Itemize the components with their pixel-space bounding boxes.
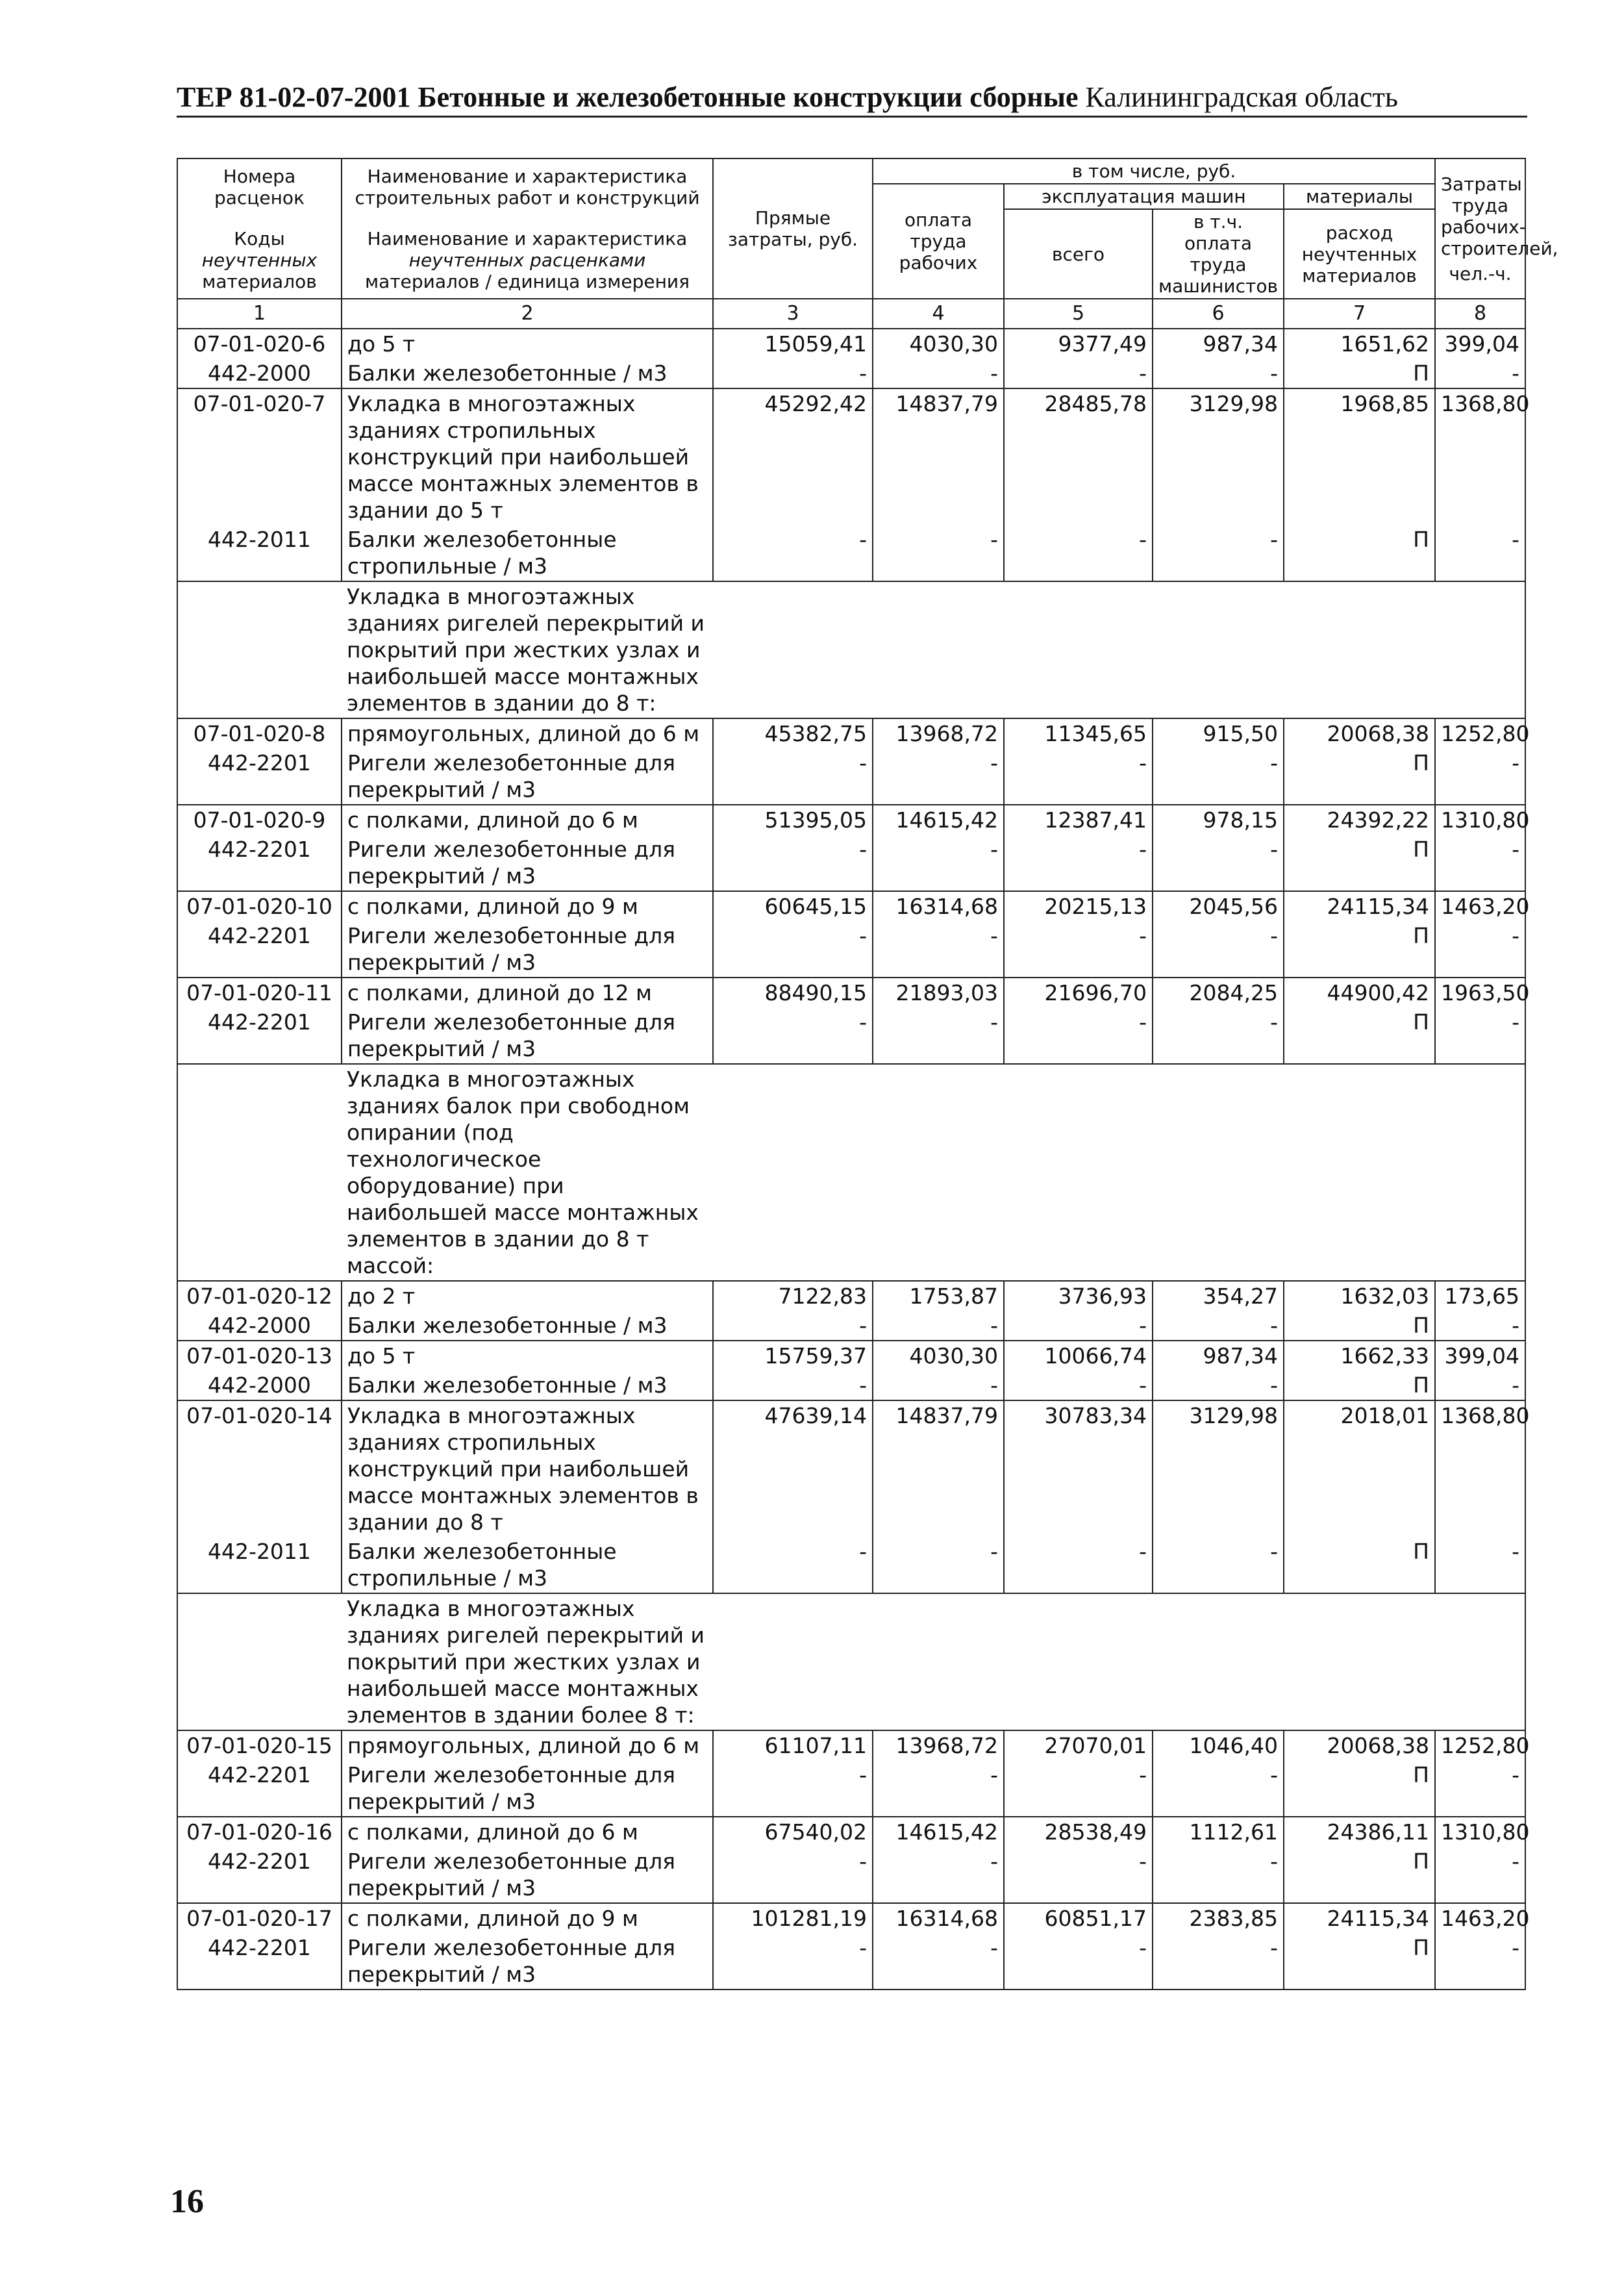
value-cell: 30783,34 <box>1004 1400 1153 1537</box>
material-name: Балки железобетонные / м3 <box>342 359 713 388</box>
rate-code: 07-01-020-7 <box>177 388 342 525</box>
material-row <box>177 1537 1525 1593</box>
rate-row <box>177 1281 1525 1311</box>
work-description: до 5 т <box>342 329 713 359</box>
value-cell: 60851,17 <box>1004 1903 1153 1933</box>
material-value-cell: - <box>1153 835 1284 891</box>
rate-code: 07-01-020-10 <box>177 891 342 921</box>
material-code: 442-2201 <box>177 835 342 891</box>
material-name: Ригели железобетонные для перекрытий / м3 <box>342 1760 713 1817</box>
material-value-cell: П <box>1284 1311 1435 1341</box>
material-value-cell: - <box>1435 1760 1525 1817</box>
material-value-cell: П <box>1284 1760 1435 1817</box>
value-cell: 14837,79 <box>873 388 1004 525</box>
material-value-cell: - <box>713 1847 873 1903</box>
value-cell: 3129,98 <box>1153 1400 1284 1537</box>
document-title: ТЕР 81-02-07-2001 Бетонные и железобетонные конструкции сборные <box>177 81 1079 113</box>
work-description: прямоугольных, длиной до 6 м <box>342 718 713 748</box>
value-cell: 24386,11 <box>1284 1817 1435 1847</box>
material-value-cell: П <box>1284 525 1435 581</box>
col-header-labor-unit: чел.-ч. <box>1449 262 1512 284</box>
value-cell: 21696,70 <box>1004 978 1153 1007</box>
rate-row <box>177 891 1525 921</box>
material-value-cell: - <box>1435 359 1525 388</box>
group-heading-empty-cell <box>177 1593 342 1730</box>
material-value-cell: - <box>1435 1847 1525 1903</box>
material-value-cell: - <box>713 1537 873 1593</box>
material-value-cell: П <box>1284 1847 1435 1903</box>
value-cell: 978,15 <box>1153 805 1284 835</box>
material-code: 442-2201 <box>177 921 342 978</box>
value-cell: 20068,38 <box>1284 718 1435 748</box>
material-value-cell: - <box>1435 921 1525 978</box>
col-header-material-name-2: неучтенных расценками <box>408 249 646 271</box>
material-value-cell: - <box>873 921 1004 978</box>
value-cell: 4030,30 <box>873 329 1004 359</box>
rate-row <box>177 1400 1525 1537</box>
rate-code: 07-01-020-6 <box>177 329 342 359</box>
material-value-cell: П <box>1284 835 1435 891</box>
material-code: 442-2011 <box>177 525 342 581</box>
material-name: Балки железобетонные стропильные / м3 <box>342 525 713 581</box>
rate-code: 07-01-020-15 <box>177 1730 342 1760</box>
material-name: Ригели железобетонные для перекрытий / м3 <box>342 1933 713 1990</box>
col-header-unaccounted: неучтенных <box>201 249 318 271</box>
material-value-cell: - <box>1153 1537 1284 1593</box>
material-value-cell: - <box>873 525 1004 581</box>
material-value-cell: - <box>873 1933 1004 1990</box>
value-cell: 21893,03 <box>873 978 1004 1007</box>
group-heading-text: Укладка в многоэтажных зданиях балок при свободном опирании (под технологическое оборудование) при наибольшей массе монтажных элементов в здании до 8 т массой: <box>342 1064 713 1281</box>
material-value-cell: П <box>1284 921 1435 978</box>
material-value-cell: П <box>1284 1007 1435 1064</box>
value-cell: 1662,33 <box>1284 1341 1435 1371</box>
material-value-cell: - <box>1004 921 1153 978</box>
value-cell: 14615,42 <box>873 805 1004 835</box>
value-cell: 28538,49 <box>1004 1817 1153 1847</box>
value-cell: 88490,15 <box>713 978 873 1007</box>
material-value-cell: - <box>1435 1933 1525 1990</box>
rate-code: 07-01-020-13 <box>177 1341 342 1371</box>
work-description: с полками, длиной до 6 м <box>342 1817 713 1847</box>
value-cell: 9377,49 <box>1004 329 1153 359</box>
rate-row <box>177 1730 1525 1760</box>
material-value-cell: - <box>1004 1371 1153 1400</box>
value-cell: 14615,42 <box>873 1817 1004 1847</box>
col-header-machines: эксплуатация машин <box>1004 184 1284 209</box>
value-cell: 2084,25 <box>1153 978 1284 1007</box>
material-name: Ригели железобетонные для перекрытий / м3 <box>342 1847 713 1903</box>
col-header-materials-usage: расход неучтенных материалов <box>1284 209 1435 299</box>
group-heading-row <box>177 581 1525 718</box>
material-name: Балки железобетонные / м3 <box>342 1311 713 1341</box>
value-cell: 173,65 <box>1435 1281 1525 1311</box>
value-cell: 1753,87 <box>873 1281 1004 1311</box>
material-value-cell: - <box>1435 1537 1525 1593</box>
material-value-cell: - <box>873 1537 1004 1593</box>
material-value-cell: - <box>1004 359 1153 388</box>
material-value-cell: - <box>1435 1007 1525 1064</box>
value-cell: 399,04 <box>1435 329 1525 359</box>
value-cell: 1651,62 <box>1284 329 1435 359</box>
material-value-cell: П <box>1284 1371 1435 1400</box>
col-number: 5 <box>1004 299 1153 329</box>
value-cell: 11345,65 <box>1004 718 1153 748</box>
value-cell: 20068,38 <box>1284 1730 1435 1760</box>
value-cell: 16314,68 <box>873 1903 1004 1933</box>
material-value-cell: - <box>713 1311 873 1341</box>
rate-code: 07-01-020-14 <box>177 1400 342 1537</box>
work-description: до 5 т <box>342 1341 713 1371</box>
col-number: 4 <box>873 299 1004 329</box>
work-description: до 2 т <box>342 1281 713 1311</box>
value-cell: 44900,42 <box>1284 978 1435 1007</box>
material-name: Балки железобетонные стропильные / м3 <box>342 1537 713 1593</box>
value-cell: 67540,02 <box>713 1817 873 1847</box>
material-name: Ригели железобетонные для перекрытий / м3 <box>342 921 713 978</box>
group-heading-empty-cell <box>713 1593 1525 1730</box>
col-header-materials: материалов <box>202 270 317 292</box>
col-header-material-name: Наименование и характеристика <box>367 227 688 249</box>
col-header-codes <box>177 158 342 299</box>
material-value-cell: - <box>873 1007 1004 1064</box>
material-value-cell: - <box>713 1007 873 1064</box>
rate-row <box>177 329 1525 359</box>
material-value-cell: П <box>1284 748 1435 805</box>
value-cell: 13968,72 <box>873 1730 1004 1760</box>
value-cell: 51395,05 <box>713 805 873 835</box>
material-value-cell: - <box>1004 525 1153 581</box>
col-number: 7 <box>1284 299 1435 329</box>
rates-table <box>177 158 1558 1990</box>
value-cell: 1046,40 <box>1153 1730 1284 1760</box>
group-heading-row <box>177 1593 1525 1730</box>
col-number: 2 <box>342 299 713 329</box>
value-cell: 7122,83 <box>713 1281 873 1311</box>
group-heading-empty-cell <box>177 581 342 718</box>
value-cell: 16314,68 <box>873 891 1004 921</box>
col-number: 6 <box>1153 299 1284 329</box>
material-value-cell: - <box>1435 525 1525 581</box>
value-cell: 47639,14 <box>713 1400 873 1537</box>
col-header-work-name: Наименование и характеристика строительных работ и конструкций <box>355 165 700 208</box>
value-cell: 15759,37 <box>713 1341 873 1371</box>
material-value-cell: - <box>1153 1311 1284 1341</box>
value-cell: 987,34 <box>1153 1341 1284 1371</box>
material-value-cell: - <box>873 1760 1004 1817</box>
material-code: 442-2000 <box>177 1371 342 1400</box>
material-code: 442-2201 <box>177 1847 342 1903</box>
value-cell: 987,34 <box>1153 329 1284 359</box>
material-code: 442-2011 <box>177 1537 342 1593</box>
material-value-cell: - <box>713 525 873 581</box>
material-value-cell: - <box>1004 1933 1153 1990</box>
table-header <box>177 158 1558 329</box>
material-value-cell: - <box>1004 1007 1153 1064</box>
material-code: 442-2201 <box>177 1933 342 1990</box>
material-name: Ригели железобетонные для перекрытий / м3 <box>342 835 713 891</box>
value-cell: 20215,13 <box>1004 891 1153 921</box>
rate-code: 07-01-020-16 <box>177 1817 342 1847</box>
material-value-cell: - <box>1153 921 1284 978</box>
value-cell: 45292,42 <box>713 388 873 525</box>
value-cell: 24392,22 <box>1284 805 1435 835</box>
work-description: с полками, длиной до 6 м <box>342 805 713 835</box>
rate-code: 07-01-020-17 <box>177 1903 342 1933</box>
region-name: Калининградская область <box>1085 81 1398 113</box>
material-row <box>177 1311 1525 1341</box>
material-value-cell: - <box>873 1311 1004 1341</box>
value-cell: 45382,75 <box>713 718 873 748</box>
material-value-cell: - <box>713 1933 873 1990</box>
group-heading-empty-cell <box>713 1064 1525 1281</box>
col-number: 1 <box>177 299 342 329</box>
group-heading-row <box>177 1064 1525 1281</box>
value-cell: 1310,80 <box>1435 805 1525 835</box>
work-description: Укладка в многоэтажных зданиях стропильных конструкций при наибольшей массе монтажных элементов в здании до 5 т <box>342 388 713 525</box>
material-value-cell: - <box>713 748 873 805</box>
material-code: 442-2201 <box>177 1007 342 1064</box>
material-code: 442-2201 <box>177 1760 342 1817</box>
material-row <box>177 1760 1525 1817</box>
work-description: с полками, длиной до 9 м <box>342 1903 713 1933</box>
material-value-cell: - <box>1153 525 1284 581</box>
col-header-labor-label: Затраты труда рабочих-строителей, <box>1441 173 1558 259</box>
work-description: с полками, длиной до 12 м <box>342 978 713 1007</box>
material-value-cell: - <box>713 1760 873 1817</box>
material-value-cell: - <box>1153 748 1284 805</box>
rate-row <box>177 388 1525 525</box>
material-row <box>177 835 1525 891</box>
material-value-cell: - <box>1004 835 1153 891</box>
material-value-cell: - <box>1153 359 1284 388</box>
value-cell: 3736,93 <box>1004 1281 1153 1311</box>
group-heading-empty-cell <box>177 1064 342 1281</box>
material-value-cell: - <box>1435 835 1525 891</box>
material-row <box>177 1847 1525 1903</box>
group-heading-text: Укладка в многоэтажных зданиях ригелей перекрытий и покрытий при жестких узлах и наибольшей массе монтажных элементов в здании до 8 т: <box>342 581 713 718</box>
material-value-cell: П <box>1284 1933 1435 1990</box>
col-header-labor <box>1435 158 1558 299</box>
value-cell: 1963,50 <box>1435 978 1525 1007</box>
work-description: с полками, длиной до 9 м <box>342 891 713 921</box>
material-code: 442-2000 <box>177 1311 342 1341</box>
value-cell: 24115,34 <box>1284 891 1435 921</box>
value-cell: 28485,78 <box>1004 388 1153 525</box>
value-cell: 1463,20 <box>1435 1903 1525 1933</box>
value-cell: 24115,34 <box>1284 1903 1435 1933</box>
material-value-cell: - <box>1435 1311 1525 1341</box>
col-header-labor-pay: оплата труда рабочих <box>873 184 1004 299</box>
material-row <box>177 525 1525 581</box>
rate-row <box>177 978 1525 1007</box>
value-cell: 1252,80 <box>1435 1730 1525 1760</box>
group-heading-empty-cell <box>713 581 1525 718</box>
material-value-cell: - <box>1004 1760 1153 1817</box>
page-header <box>177 81 1527 114</box>
value-cell: 1310,80 <box>1435 1817 1525 1847</box>
material-value-cell: - <box>873 359 1004 388</box>
work-description: прямоугольных, длиной до 6 м <box>342 1730 713 1760</box>
material-code: 442-2201 <box>177 748 342 805</box>
material-value-cell: - <box>873 1371 1004 1400</box>
material-value-cell: - <box>873 1847 1004 1903</box>
material-value-cell: - <box>1435 1371 1525 1400</box>
material-value-cell: - <box>1435 748 1525 805</box>
value-cell: 2383,85 <box>1153 1903 1284 1933</box>
material-value-cell: - <box>1153 1933 1284 1990</box>
material-value-cell: - <box>1004 748 1153 805</box>
col-number: 3 <box>713 299 873 329</box>
rate-row <box>177 1903 1525 1933</box>
value-cell: 399,04 <box>1435 1341 1525 1371</box>
value-cell: 1368,80 <box>1435 1400 1525 1537</box>
value-cell: 27070,01 <box>1004 1730 1153 1760</box>
rate-row <box>177 1817 1525 1847</box>
value-cell: 13968,72 <box>873 718 1004 748</box>
material-value-cell: - <box>1153 1371 1284 1400</box>
material-row <box>177 921 1525 978</box>
material-row <box>177 1371 1525 1400</box>
value-cell: 15059,41 <box>713 329 873 359</box>
col-header-codes-label: Коды <box>234 227 285 249</box>
rate-code: 07-01-020-11 <box>177 978 342 1007</box>
value-cell: 12387,41 <box>1004 805 1153 835</box>
value-cell: 2045,56 <box>1153 891 1284 921</box>
material-value-cell: - <box>1153 1847 1284 1903</box>
table-body <box>177 329 1530 1990</box>
material-row <box>177 1007 1525 1064</box>
material-value-cell: - <box>713 921 873 978</box>
value-cell: 1112,61 <box>1153 1817 1284 1847</box>
rate-code: 07-01-020-8 <box>177 718 342 748</box>
material-row <box>177 1933 1525 1990</box>
col-header-materials-group: материалы <box>1284 184 1435 209</box>
col-header-machines-total: всего <box>1004 209 1153 299</box>
value-cell: 1368,80 <box>1435 388 1525 525</box>
col-header-including: в том числе, руб. <box>873 158 1435 184</box>
col-header-material-unit: материалов / единица измерения <box>365 270 690 292</box>
material-row <box>177 359 1525 388</box>
material-value-cell: - <box>713 835 873 891</box>
material-value-cell: - <box>1004 1311 1153 1341</box>
group-heading-text: Укладка в многоэтажных зданиях ригелей перекрытий и покрытий при жестких узлах и наибольшей массе монтажных элементов в здании более 8 т: <box>342 1593 713 1730</box>
material-value-cell: - <box>1153 1760 1284 1817</box>
material-code: 442-2000 <box>177 359 342 388</box>
header-rule <box>177 116 1527 118</box>
value-cell: 2018,01 <box>1284 1400 1435 1537</box>
material-value-cell: П <box>1284 359 1435 388</box>
rate-code: 07-01-020-9 <box>177 805 342 835</box>
material-row <box>177 748 1525 805</box>
material-value-cell: - <box>713 1371 873 1400</box>
rate-row <box>177 1341 1525 1371</box>
value-cell: 1252,80 <box>1435 718 1525 748</box>
value-cell: 915,50 <box>1153 718 1284 748</box>
value-cell: 101281,19 <box>713 1903 873 1933</box>
page-number: 16 <box>170 2183 204 2220</box>
col-header-machinists-pay: в т.ч. оплата труда машинистов <box>1153 209 1284 299</box>
col-number: 8 <box>1435 299 1525 329</box>
value-cell: 1968,85 <box>1284 388 1435 525</box>
value-cell: 14837,79 <box>873 1400 1004 1537</box>
value-cell: 4030,30 <box>873 1341 1004 1371</box>
material-name: Ригели железобетонные для перекрытий / м3 <box>342 1007 713 1064</box>
material-name: Ригели железобетонные для перекрытий / м3 <box>342 748 713 805</box>
value-cell: 1463,20 <box>1435 891 1525 921</box>
material-value-cell: - <box>713 359 873 388</box>
work-description: Укладка в многоэтажных зданиях стропильных конструкций при наибольшей массе монтажных элементов в здании до 8 т <box>342 1400 713 1537</box>
col-header-direct-costs: Прямые затраты, руб. <box>713 158 873 299</box>
value-cell: 354,27 <box>1153 1281 1284 1311</box>
rate-row <box>177 805 1525 835</box>
rate-code: 07-01-020-12 <box>177 1281 342 1311</box>
material-name: Балки железобетонные / м3 <box>342 1371 713 1400</box>
material-value-cell: - <box>873 748 1004 805</box>
material-value-cell: - <box>1004 1537 1153 1593</box>
material-value-cell: - <box>1153 1007 1284 1064</box>
value-cell: 1632,03 <box>1284 1281 1435 1311</box>
material-value-cell: - <box>1004 1847 1153 1903</box>
value-cell: 60645,15 <box>713 891 873 921</box>
value-cell: 10066,74 <box>1004 1341 1153 1371</box>
material-value-cell: П <box>1284 1537 1435 1593</box>
rate-row <box>177 718 1525 748</box>
value-cell: 3129,98 <box>1153 388 1284 525</box>
col-header-rate-numbers: Номера расценок <box>214 165 305 208</box>
value-cell: 61107,11 <box>713 1730 873 1760</box>
col-header-name <box>342 158 713 299</box>
material-value-cell: - <box>873 835 1004 891</box>
